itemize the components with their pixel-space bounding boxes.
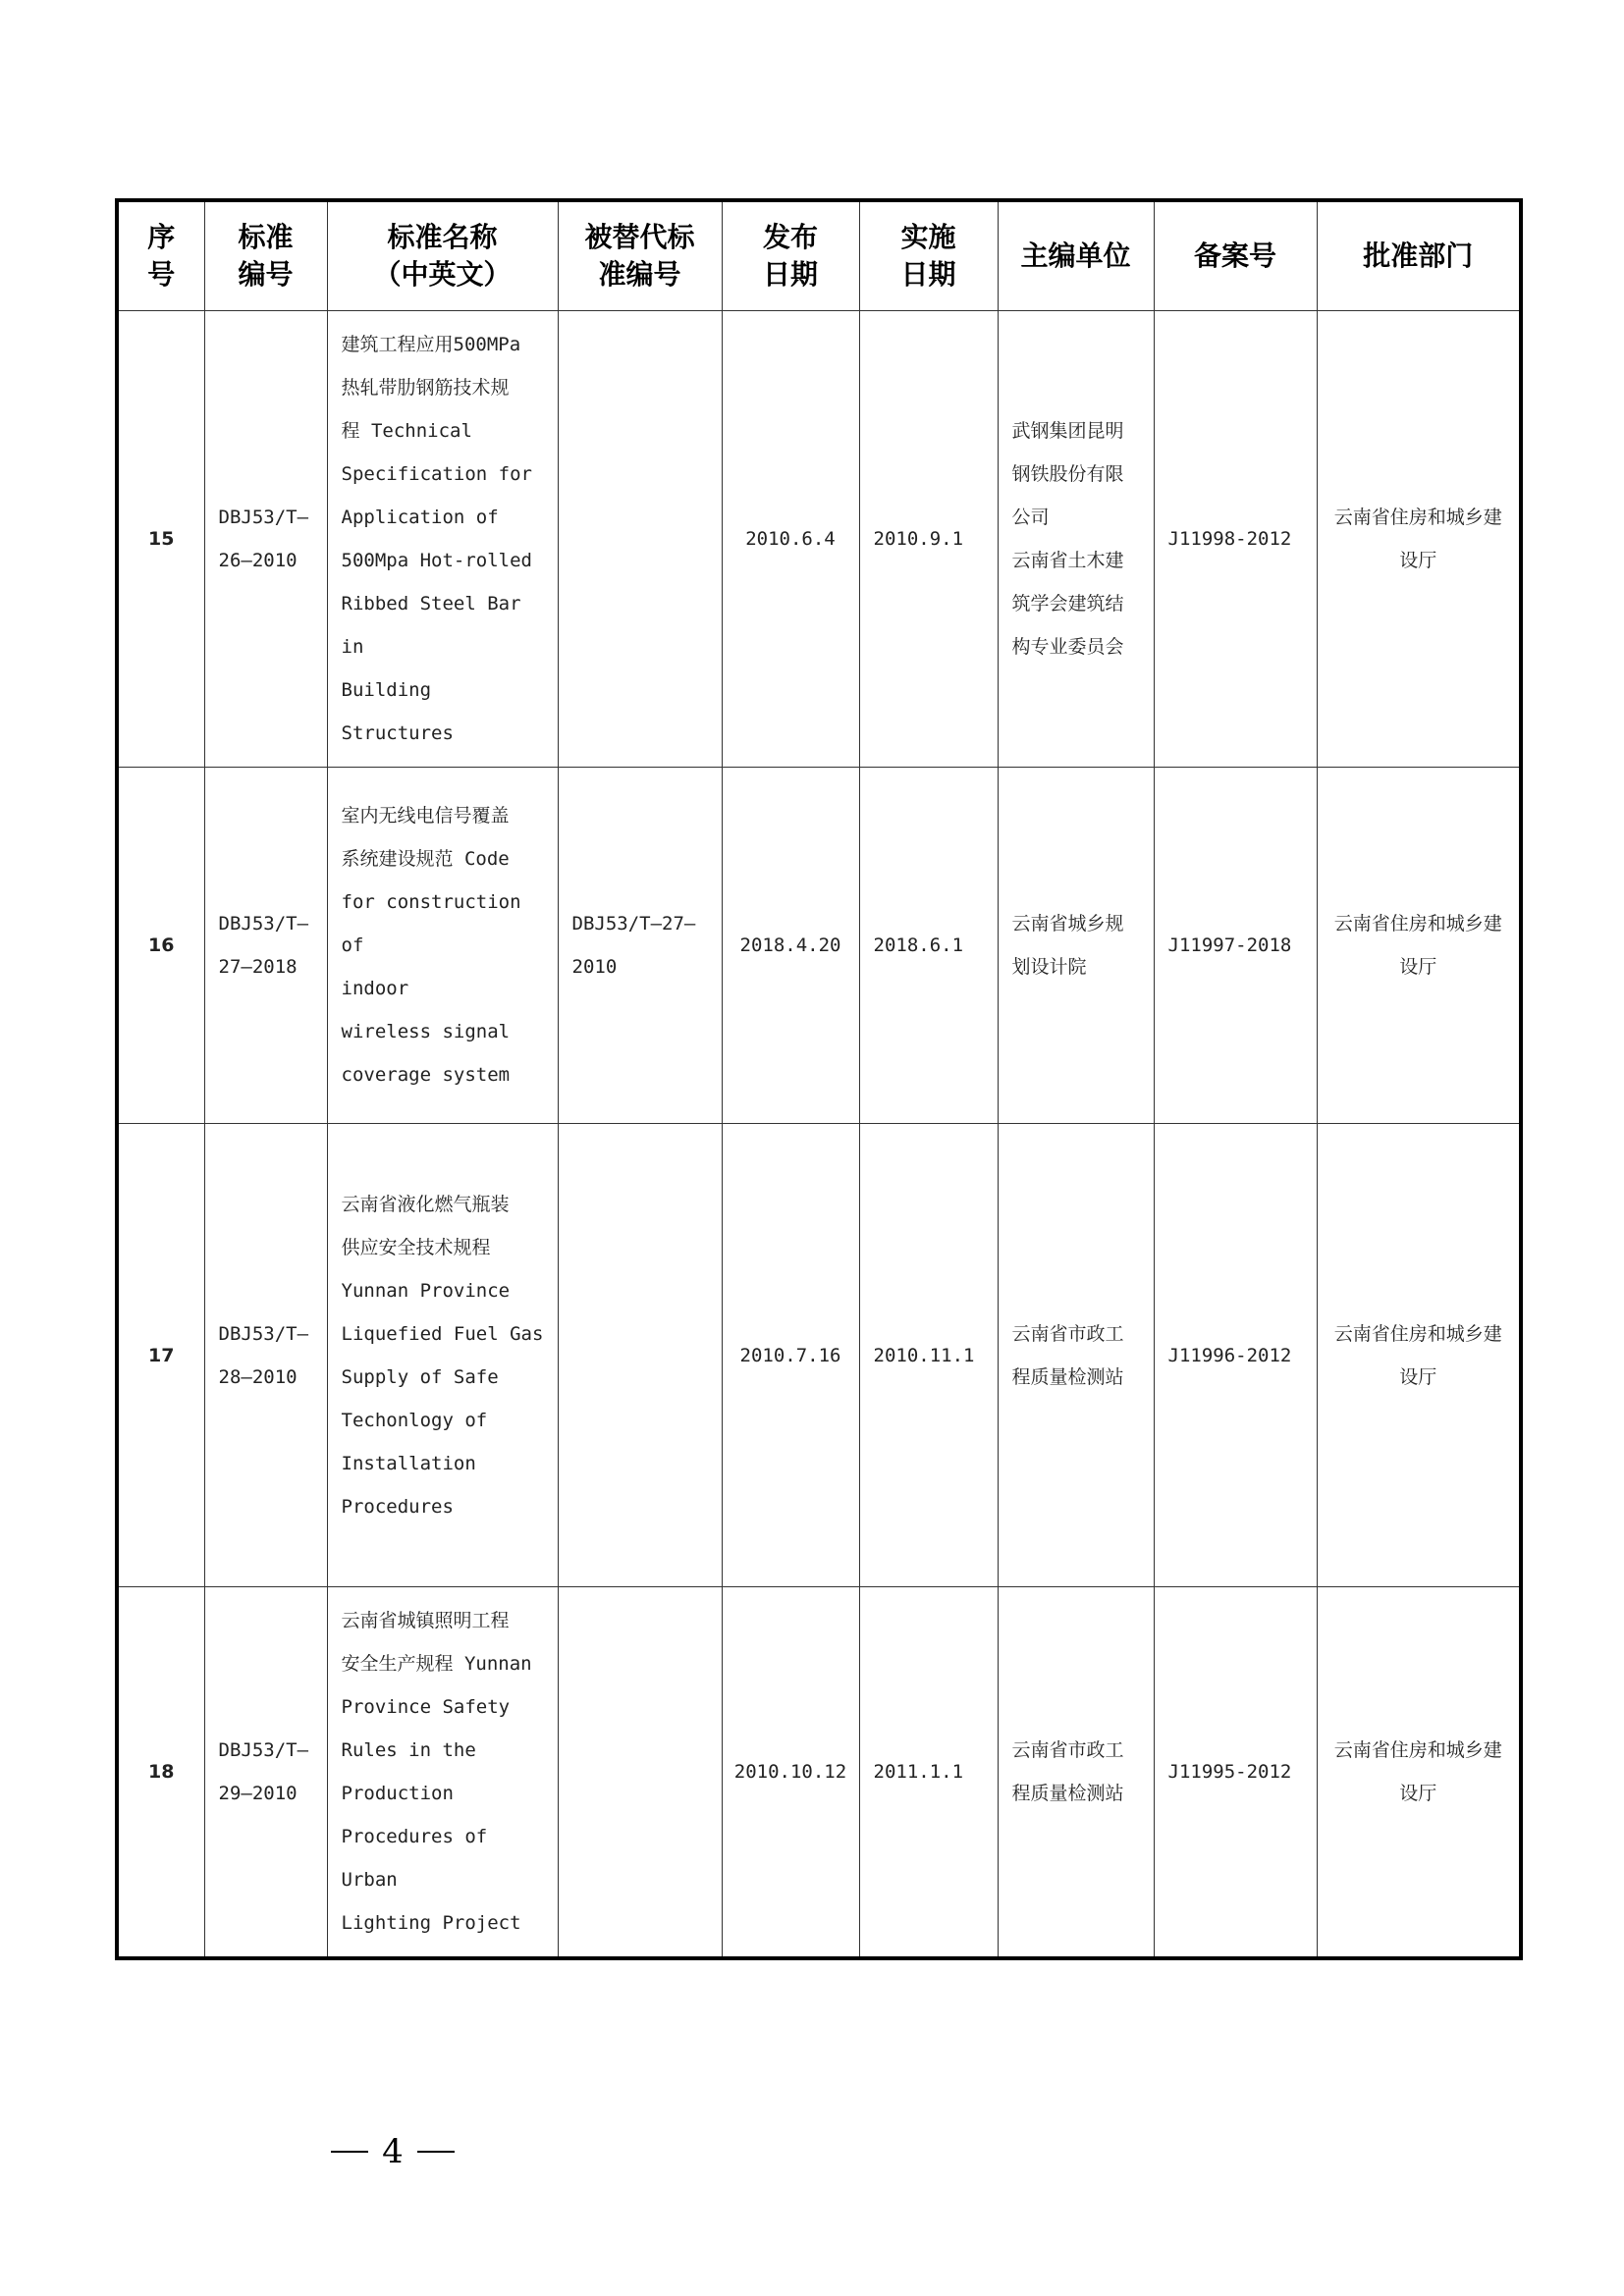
header-name: 标准名称 （中英文） <box>327 200 558 311</box>
effective-date: 2018.6.1 <box>859 768 998 1124</box>
row-number: 18 <box>117 1587 204 1959</box>
header-effective-date: 实施 日期 <box>859 200 998 311</box>
standard-name: 建筑工程应用500MPa 热轧带肋钢筋技术规 程 Technical Specification for Application of 500Mpa Hot-rolled Ribbed Steel Bar in Building Structures <box>327 311 558 768</box>
table-row <box>117 1124 1521 1587</box>
standard-name: 云南省城镇照明工程 安全生产规程 Yunnan Province Safety Rules in the Production Procedures of Urban Lighting Project <box>327 1587 558 1959</box>
page-footer <box>314 2122 471 2181</box>
publish-date: 2010.7.16 <box>722 1124 859 1587</box>
table-row <box>117 768 1521 1124</box>
chief-editor-unit: 云南省城乡规 划设计院 <box>998 768 1154 1124</box>
approval-department: 云南省住房和城乡建设厅 <box>1317 1124 1521 1587</box>
header-dept: 批准部门 <box>1317 200 1521 311</box>
chief-editor-unit: 云南省市政工 程质量检测站 <box>998 1587 1154 1959</box>
standard-name: 云南省液化燃气瓶装 供应安全技术规程 Yunnan Province Liquefied Fuel Gas Supply of Safe Techonlogy of Installation Procedures <box>327 1124 558 1587</box>
record-number: J11998-2012 <box>1154 311 1317 768</box>
replaced-code <box>558 311 722 768</box>
header-editor: 主编单位 <box>998 200 1154 311</box>
footer-dash-right <box>417 2151 455 2153</box>
standard-code: DBJ53/T—27—2018 <box>204 768 327 1124</box>
row-number: 17 <box>117 1124 204 1587</box>
publish-date: 2018.4.20 <box>722 768 859 1124</box>
record-number: J11995-2012 <box>1154 1587 1317 1959</box>
standard-code: DBJ53/T—29—2010 <box>204 1587 327 1959</box>
header-replaced: 被替代标 准编号 <box>558 200 722 311</box>
table-row <box>117 311 1521 768</box>
chief-editor-unit: 云南省市政工 程质量检测站 <box>998 1124 1154 1587</box>
header-record: 备案号 <box>1154 200 1317 311</box>
footer-dash-left <box>331 2151 368 2153</box>
approval-department: 云南省住房和城乡建设厅 <box>1317 311 1521 768</box>
standard-code: DBJ53/T—26—2010 <box>204 311 327 768</box>
header-code: 标准 编号 <box>204 200 327 311</box>
publish-date: 2010.10.12 <box>722 1587 859 1959</box>
replaced-code <box>558 1587 722 1959</box>
standard-code: DBJ53/T—28—2010 <box>204 1124 327 1587</box>
approval-department: 云南省住房和城乡建设厅 <box>1317 1587 1521 1959</box>
table-header-row <box>117 200 1521 311</box>
replaced-code <box>558 1124 722 1587</box>
header-no: 序 号 <box>117 200 204 311</box>
record-number: J11997-2018 <box>1154 768 1317 1124</box>
row-number: 16 <box>117 768 204 1124</box>
replaced-code: DBJ53/T—27—2010 <box>558 768 722 1124</box>
header-publish-date: 发布 日期 <box>722 200 859 311</box>
row-number: 15 <box>117 311 204 768</box>
page-number: 4 <box>382 2132 404 2171</box>
standard-name: 室内无线电信号覆盖 系统建设规范 Code for construction of indoor wireless signal coverage system <box>327 768 558 1124</box>
record-number: J11996-2012 <box>1154 1124 1317 1587</box>
effective-date: 2010.11.1 <box>859 1124 998 1587</box>
standards-table <box>115 198 1523 1960</box>
publish-date: 2010.6.4 <box>722 311 859 768</box>
effective-date: 2010.9.1 <box>859 311 998 768</box>
effective-date: 2011.1.1 <box>859 1587 998 1959</box>
approval-department: 云南省住房和城乡建设厅 <box>1317 768 1521 1124</box>
table-row <box>117 1587 1521 1959</box>
chief-editor-unit: 武钢集团昆明 钢铁股份有限 公司 云南省土木建 筑学会建筑结 构专业委员会 <box>998 311 1154 768</box>
